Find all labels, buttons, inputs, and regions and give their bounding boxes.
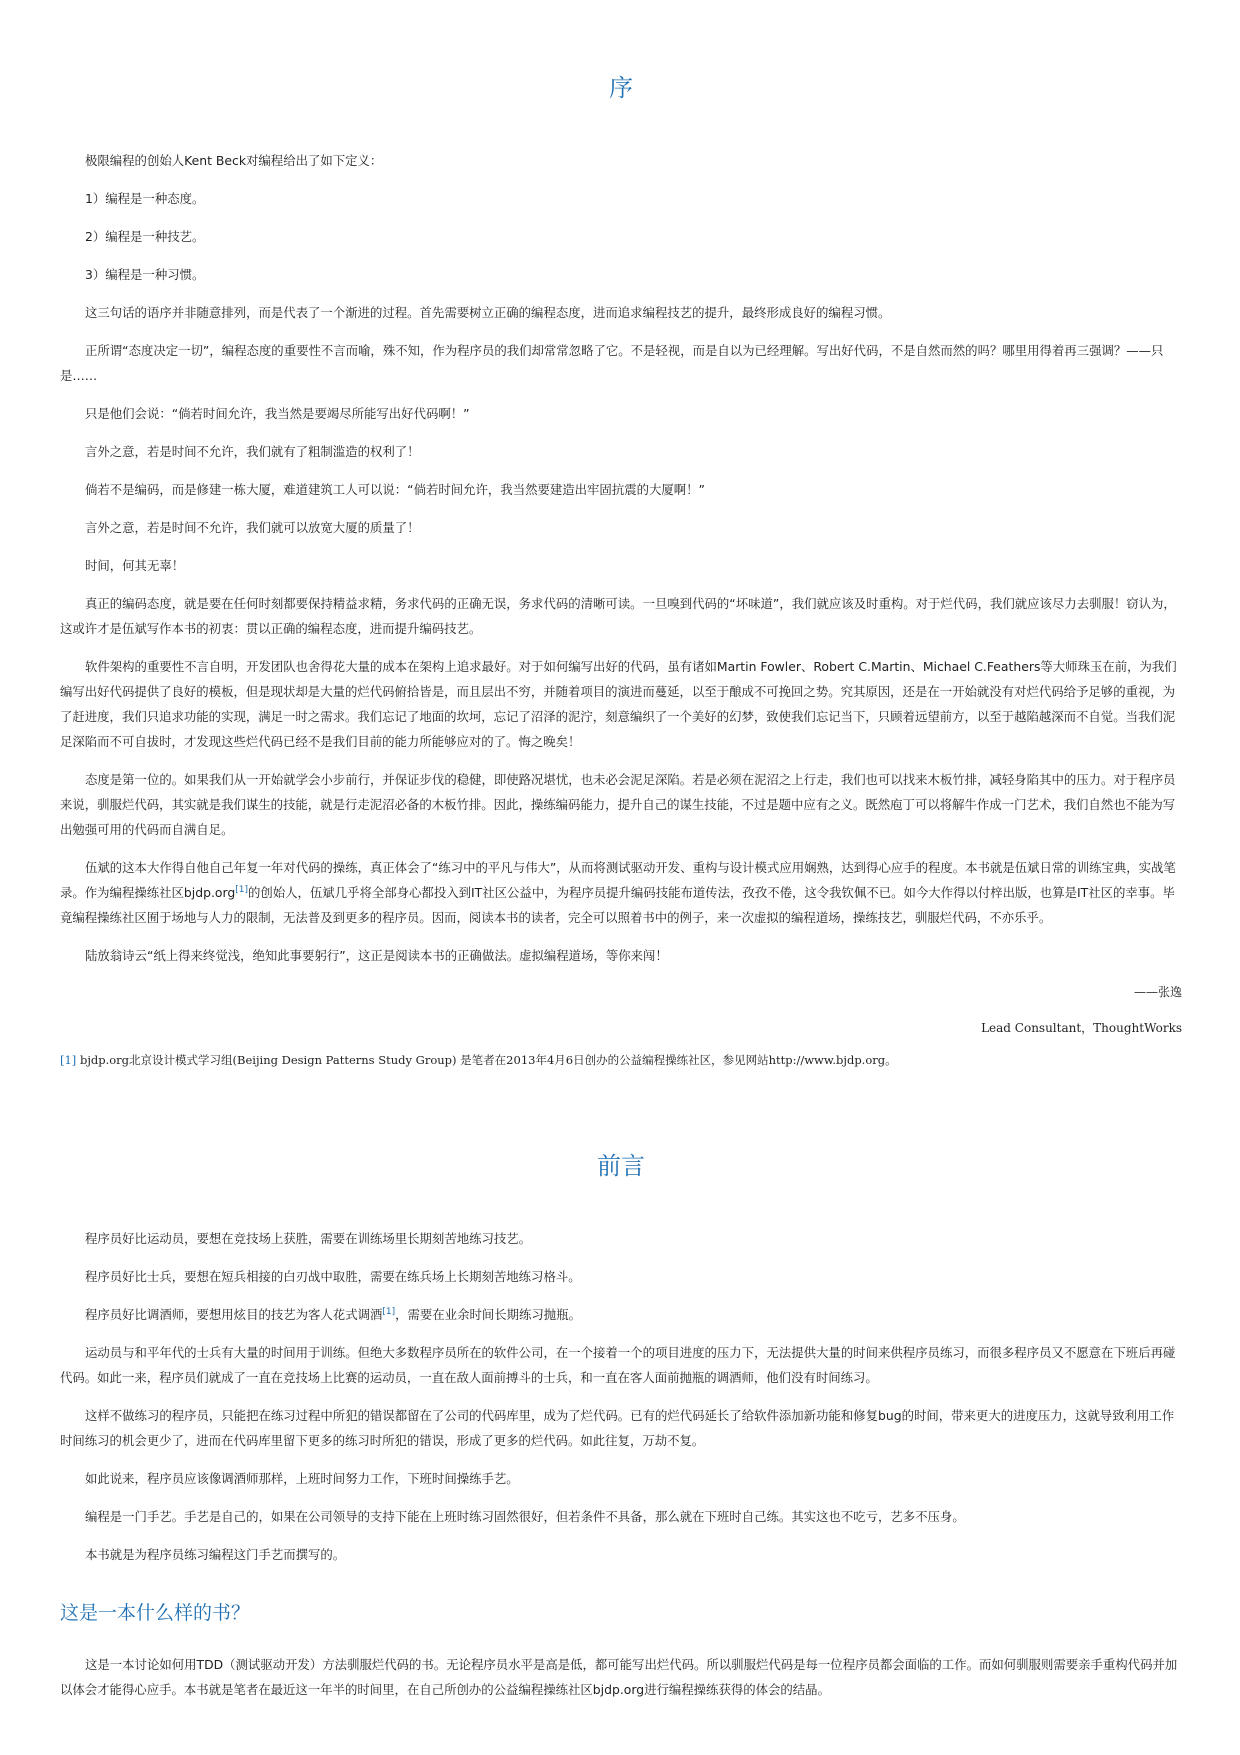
paragraph: 时间，何其无辜！ xyxy=(85,558,185,573)
paragraph: 陆放翁诗云“纸上得来终觉浅，绝知此事要躬行”，这正是阅读本书的正确做法。虚拟编程道场，等你来闯！ xyxy=(85,948,668,963)
paragraph: 这三句话的语序并非随意排列，而是代表了一个渐进的过程。首先需要树立正确的编程态度，进而追求编程技艺的提升，最终形成良好的编程习惯。 xyxy=(85,305,891,320)
paragraph: 这样不做练习的程序员，只能把在练习过程中所犯的错误都留在了公司的代码库里，成为了烂代码。已有的烂代码延长了给软件添加新功能和修复bug的时间，带来更大的进度压力，这就导致利用工作时间练习的机会更少了，进而在代码库里留下更多的练习时所犯的错误，形成了更多的烂代码。如此往复，万劫不复。 xyxy=(60,1408,1175,1448)
section-body xyxy=(60,1652,1182,1715)
paragraph: 态度是第一位的。如果我们从一开始就学会小步前行，并保证步伐的稳健，即使路况堪忧，也未必会泥足深陷。若是必须在泥沼之上行走，我们也可以找来木板竹排，减轻身陷其中的压力。对于程序员来说，驯服烂代码，其实就是我们谋生的技能，就是行走泥沼必备的木板竹排。因此，操练编码能力，提升自己的谋生技能，不过是题中应有之义。既然庖丁可以将解牛作成一门艺术，我们自然也不能为写出勉强可用的代码而自满自足。 xyxy=(60,772,1176,837)
section-title: 这是一本什么样的书？ xyxy=(60,1602,251,1624)
paragraph: 程序员好比士兵，要想在短兵相接的白刃战中取胜，需要在练兵场上长期刻苦地练习格斗。 xyxy=(85,1269,581,1284)
paragraph: 2）编程是一种技艺。 xyxy=(85,229,205,244)
paragraph: 本书就是为程序员练习编程这门手艺而撰写的。 xyxy=(85,1547,346,1562)
chapter-title-qianyan: 前言 xyxy=(597,1152,645,1180)
footnote-text: bjdp.org北京设计模式学习组(Beijing Design Patterns Study Group) 是笔者在2013年4月6日创办的公益编程操练社区，参见网站http://www.bjdp.org。 xyxy=(76,1053,897,1067)
paragraph-text: 的创始人，伍斌几乎将全部身心都投入到IT社区公益中，为程序员提升编码技能布道传法，孜孜不倦，这令我钦佩不已。如今大作得以付梓出版，也算是IT社区的幸事。毕竟编程操练社区囿于场地与人力的限制，无法普及到更多的程序员。因而，阅读本书的读者，完全可以照着书中的例子，来一次虚拟的编程道场，操练技艺，驯服烂代码，不亦乐乎。 xyxy=(60,885,1175,925)
paragraph: 编程是一门手艺。手艺是自己的，如果在公司领导的支持下能在上班时练习固然很好，但若条件不具备，那么就在下班时自己练。其实这也不吃亏，艺多不压身。 xyxy=(85,1509,965,1524)
signature-name: ——张逸 xyxy=(1133,985,1182,999)
signature-title: Lead Consultant，ThoughtWorks xyxy=(981,1021,1182,1035)
paragraph-text: 伍斌的这本大作得自他自己年复一年对代码的操练，真正体会了“练习中的平凡与伟大”，从而将测试驱动开发、重构与设计模式应用娴熟，达到得心应手的程度。本书就是伍斌日常的训练宝典，实战笔录。作为编程操练社区bjdp.org xyxy=(60,860,1176,900)
xu-body xyxy=(60,148,1182,1069)
footnote-ref-link[interactable]: [1] xyxy=(235,884,248,895)
qianyan-body xyxy=(60,1226,1182,1580)
paragraph: 软件架构的重要性不言自明，开发团队也舍得花大量的成本在架构上追求最好。对于如何编写出好的代码，虽有诸如Martin Fowler、Robert C.Martin、Michael C.Feathers等大师珠玉在前，为我们编写出好代码提供了良好的模板，但是现状却是大量的烂代码俯拾皆是，而且层出不穷，并随着项目的演进而蔓延，以至于酿成不可挽回之势。究其原因，还是在一开始就没有对烂代码给予足够的重视，为了赶进度，我们只追求功能的实现，满足一时之需求。我们忘记了地面的坎坷，忘记了沼泽的泥泞，刻意编织了一个美好的幻梦，致使我们忘记当下，只顾着远望前方，以至于越陷越深而不自觉。当我们泥足深陷而不可自拔时，才发现这些烂代码已经不是我们目前的能力所能够应对的了。悔之晚矣！ xyxy=(60,659,1177,749)
paragraph: 只是他们会说：“倘若时间允许，我当然是要竭尽所能写出好代码啊！” xyxy=(85,406,470,421)
paragraph: 言外之意，若是时间不允许，我们就可以放宽大厦的质量了！ xyxy=(85,520,420,535)
paragraph: 这是一本讨论如何用TDD（测试驱动开发）方法驯服烂代码的书。无论程序员水平是高是低，都可能写出烂代码。所以驯服烂代码是每一位程序员都会面临的工作。而如何驯服则需要亲手重构代码并加以体会才能得心应手。本书就是笔者在最近这一年半的时间里，在自己所创办的公益编程操练社区bjdp.org进行编程操练获得的体会的结晶。 xyxy=(60,1657,1178,1697)
paragraph: 言外之意，若是时间不允许，我们就有了粗制滥造的权利了！ xyxy=(85,444,420,459)
footnote xyxy=(60,1051,1182,1069)
paragraph-with-footnote xyxy=(60,855,1182,930)
paragraph: 运动员与和平年代的士兵有大量的时间用于训练。但绝大多数程序员所在的软件公司，在一个接着一个的项目进度的压力下，无法提供大量的时间来供程序员练习，而很多程序员又不愿意在下班后再碰代码。如此一来，程序员们就成了一直在竞技场上比赛的运动员，一直在敌人面前搏斗的士兵，和一直在客人面前抛瓶的调酒师，他们没有时间练习。 xyxy=(60,1345,1176,1385)
paragraph: 3）编程是一种习惯。 xyxy=(85,267,205,282)
chapter-title-xu: 序 xyxy=(609,74,633,102)
paragraph: 1）编程是一种态度。 xyxy=(85,191,205,206)
footnote-ref-link[interactable]: [1] xyxy=(382,1306,396,1317)
footnote-marker-link[interactable]: [1] xyxy=(60,1053,77,1067)
paragraph: 程序员好比运动员，要想在竞技场上获胜，需要在训练场里长期刻苦地练习技艺。 xyxy=(85,1231,532,1246)
paragraph-with-footnote xyxy=(60,1302,1182,1327)
paragraph: 真正的编码态度，就是要在任何时刻都要保持精益求精，务求代码的正确无误，务求代码的清晰可读。一旦嗅到代码的“坏味道”，我们就应该及时重构。对于烂代码，我们就应该尽力去驯服！窃认为，这或许才是伍斌写作本书的初衷：贯以正确的编程态度，进而提升编码技艺。 xyxy=(60,596,1176,636)
paragraph-text: 程序员好比调酒师，要想用炫目的技艺为客人花式调酒 xyxy=(85,1307,383,1322)
paragraph: 倘若不是编码，而是修建一栋大厦，难道建筑工人可以说：“倘若时间允许，我当然要建造出牢固抗震的大厦啊！” xyxy=(85,482,705,497)
paragraph-text: ，需要在业余时间长期练习抛瓶。 xyxy=(395,1307,581,1322)
paragraph: 极限编程的创始人Kent Beck对编程给出了如下定义： xyxy=(85,153,383,168)
paragraph: 正所谓“态度决定一切”，编程态度的重要性不言而喻，殊不知，作为程序员的我们却常常忽略了它。不是轻视，而是自以为已经理解。写出好代码，不是自然而然的吗？哪里用得着再三强调？——只是…… xyxy=(60,343,1164,383)
paragraph: 如此说来，程序员应该像调酒师那样，上班时间努力工作，下班时间操练手艺。 xyxy=(85,1471,519,1486)
